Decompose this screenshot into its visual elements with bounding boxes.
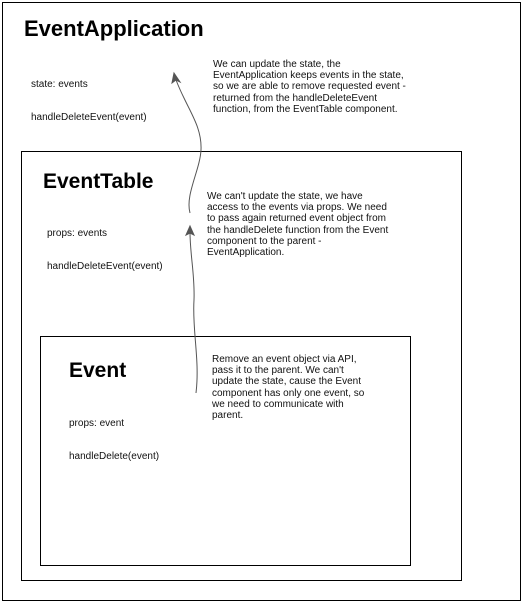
- event-application-note: [213, 59, 406, 115]
- note-line: Remove an event object via API,: [212, 354, 357, 365]
- note-line: We can update the state, the: [213, 59, 341, 70]
- event-note: [212, 354, 364, 421]
- note-line: returned from the handleDeleteEvent: [213, 92, 377, 104]
- note-line: pass it to the parent. We can't: [212, 365, 344, 377]
- event-title: Event: [69, 359, 127, 382]
- note-line: parent.: [212, 410, 244, 422]
- event-table-title: EventTable: [43, 170, 154, 193]
- note-line: EventApplication.: [207, 247, 285, 259]
- note-line: so we are able to remove requested event -: [213, 81, 406, 93]
- props-line: state: events: [31, 79, 88, 90]
- note-line: component has only one event, so: [212, 387, 365, 399]
- props-line: props: events: [47, 228, 108, 239]
- props-line: handleDeleteEvent(event): [31, 112, 147, 123]
- note-line: to pass again returned event object from: [207, 213, 386, 225]
- note-line: function, from the EventTable component.: [213, 103, 398, 115]
- note-line: EventApplication keeps events in the state,: [213, 70, 404, 82]
- event-props: [69, 396, 159, 484]
- note-line: component to the parent -: [207, 235, 322, 247]
- event-application-title: EventApplication: [24, 16, 204, 41]
- note-line: update the state, cause the Event: [212, 376, 361, 388]
- note-line: access to the events via props. We need: [207, 202, 387, 214]
- event-table-note: [207, 191, 388, 258]
- event-application-props: [31, 57, 147, 145]
- note-line: We can't update the state, we have: [207, 191, 363, 202]
- props-line: handleDelete(event): [69, 451, 160, 462]
- note-line: the handleDelete function from the Event: [207, 224, 389, 236]
- note-line: we need to communicate with: [212, 398, 344, 410]
- props-line: handleDeleteEvent(event): [47, 261, 163, 272]
- props-line: props: event: [69, 418, 125, 429]
- event-table-props: [47, 206, 163, 294]
